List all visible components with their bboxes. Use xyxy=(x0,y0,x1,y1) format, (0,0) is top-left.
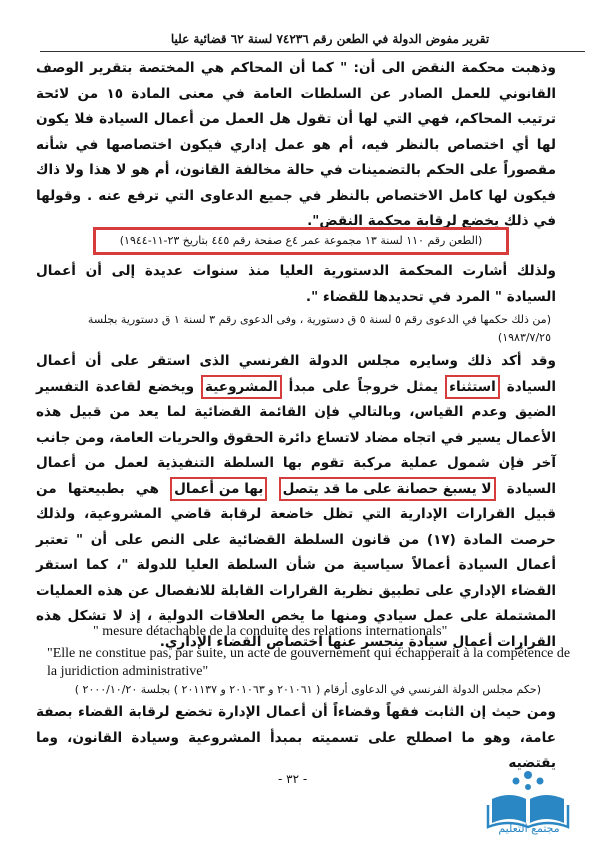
highlight-related-acts: بها من أعمال xyxy=(170,477,267,501)
header-rule xyxy=(40,51,585,52)
french-quote-government-act: "Elle ne constitue pas, par suite, un acte de gouvernement qui échapperait à la compétence de la juridiction administrative" xyxy=(47,646,571,679)
highlight-no-immunity: لا يسبغ حصانة على ما قد يتصل xyxy=(279,477,496,501)
paragraph3-segment: ويخضع لقاعدة التفسير الضيق وعدم القياس، وبالتالي فإن القائمة القضائية لما يعد من قبيل هذه الأعمال يسير في اتجاه مضاد لاتساع دائرة الحقوق والحريات العامة، ومن جانب آخر فإن شمول عملية مركبة تقوم بها السلطة التنفيذية لعمل من أعمال السيادة xyxy=(36,378,556,497)
french-quote-detachable: " mesure détachable de la conduite des relations internationals" xyxy=(93,624,448,639)
paragraph3-segment xyxy=(267,481,278,497)
page-number: - ٣٢ - xyxy=(278,772,308,786)
highlight-legality: المشروعية xyxy=(201,375,282,399)
citation-cassation: (الطعن رقم ١١٠ لسنة ١٣ مجموعة عمر ٤ع صفحة رقم ٤٤٥ بتاريخ ٢٣-١١-١٩٤٤) xyxy=(93,227,509,255)
page-header: تقرير مفوض الدولة في الطعن رقم ٧٤٢٣٦ لسنة ٦٢ قضائية عليا xyxy=(170,32,490,46)
paragraph-court-of-cassation: وذهبت محكمة النقض الى أن: " كما أن المحاكم هي المختصة بتقرير الوصف القانوني للعمل الصادر عن السلطات العامة في معنى المادة ١٥ من لائحة ترتيب المحاكم، فهي التي لها أن تقول هل العمل من أعمال السيادة فلا يكون لها أي اختصاص بالنظر فيه، أم هو عمل إداري فيكون اختصاصها في شأنه مقصوراً على الحكم بالتضمينات في حالة مخالفة القانون، أم هو لا هذا ولا ذاك فيكون لها كامل الاختصاص بالنظر في جميع الدعاوى التي ترفع عنه . وقولها في ذلك يخضع لرقابة محكمة النقض". xyxy=(36,60,556,229)
citation-french-council: (حكم مجلس الدولة الفرنسي في الدعاوى أرقام ( ٢٠١٠٦١ و ٢٠١٠٦٣ و ٢٠١١٣٧ ) بجلسة ٢٠٠٠/١٠/٢٠ ) xyxy=(74,683,541,696)
highlight-exception: استثناء xyxy=(445,375,500,399)
citation-constitutional: (من ذلك حكمها في الدعوى رقم ٥ لسنة ٥ ق دستورية ، وفى الدعوى رقم ٣ لسنة ١ ق دستورية بجلسة ١٩٨٣/٧/٢٥) xyxy=(87,313,551,344)
paragraph-constitutional-court: ولذلك أشارت المحكمة الدستورية العليا منذ سنوات عديدة إلى أن أعمال السيادة " المرد في تحديدها للقضاء ". xyxy=(36,263,556,305)
paragraph-french-council xyxy=(36,349,556,655)
logo-text: مجتمع التعليم xyxy=(498,822,560,835)
paragraph3-segment: وقد أكد ذلك وسايره مجلس الدولة الفرنسي الذى استقر على أن أعمال السيادة xyxy=(36,353,557,395)
paragraph3-segment: يمثل خروجاً على مبدأ xyxy=(281,378,446,395)
paragraph3-segment: هي بطبيعتها من قبيل القرارات الإدارية التي تظل خاضعة لرقابة قاضي المشروعية، ولذلك حرصت المادة (١٧) من قانون السلطة القضائية على النص على أن " تعتبر أعمال السيادة أعمالاً سياسية من شأن السلطة العليا للدولة "، كما استقر القضاء الإداري على تطبيق نظرية القرارات القابلة للانفصال عن هذه العمليات المشتملة على عمل سيادي ومنها ما يخص العلاقات الدولية ، إذ لا تشكل هذه القرارات أعمال سيادة ينحسر عنها اختصاص القضاء الإداري. xyxy=(36,480,556,650)
paragraph-legality-principle: ومن حيث إن الثابت فقهاً وقضاءاً أن أعمال الإدارة تخضع لرقابة القضاء بصفة عامة، وهو ما اصطلح على تسميته بمبدأ المشروعية وسيادة القانون، وما يقتضيه xyxy=(36,704,556,771)
